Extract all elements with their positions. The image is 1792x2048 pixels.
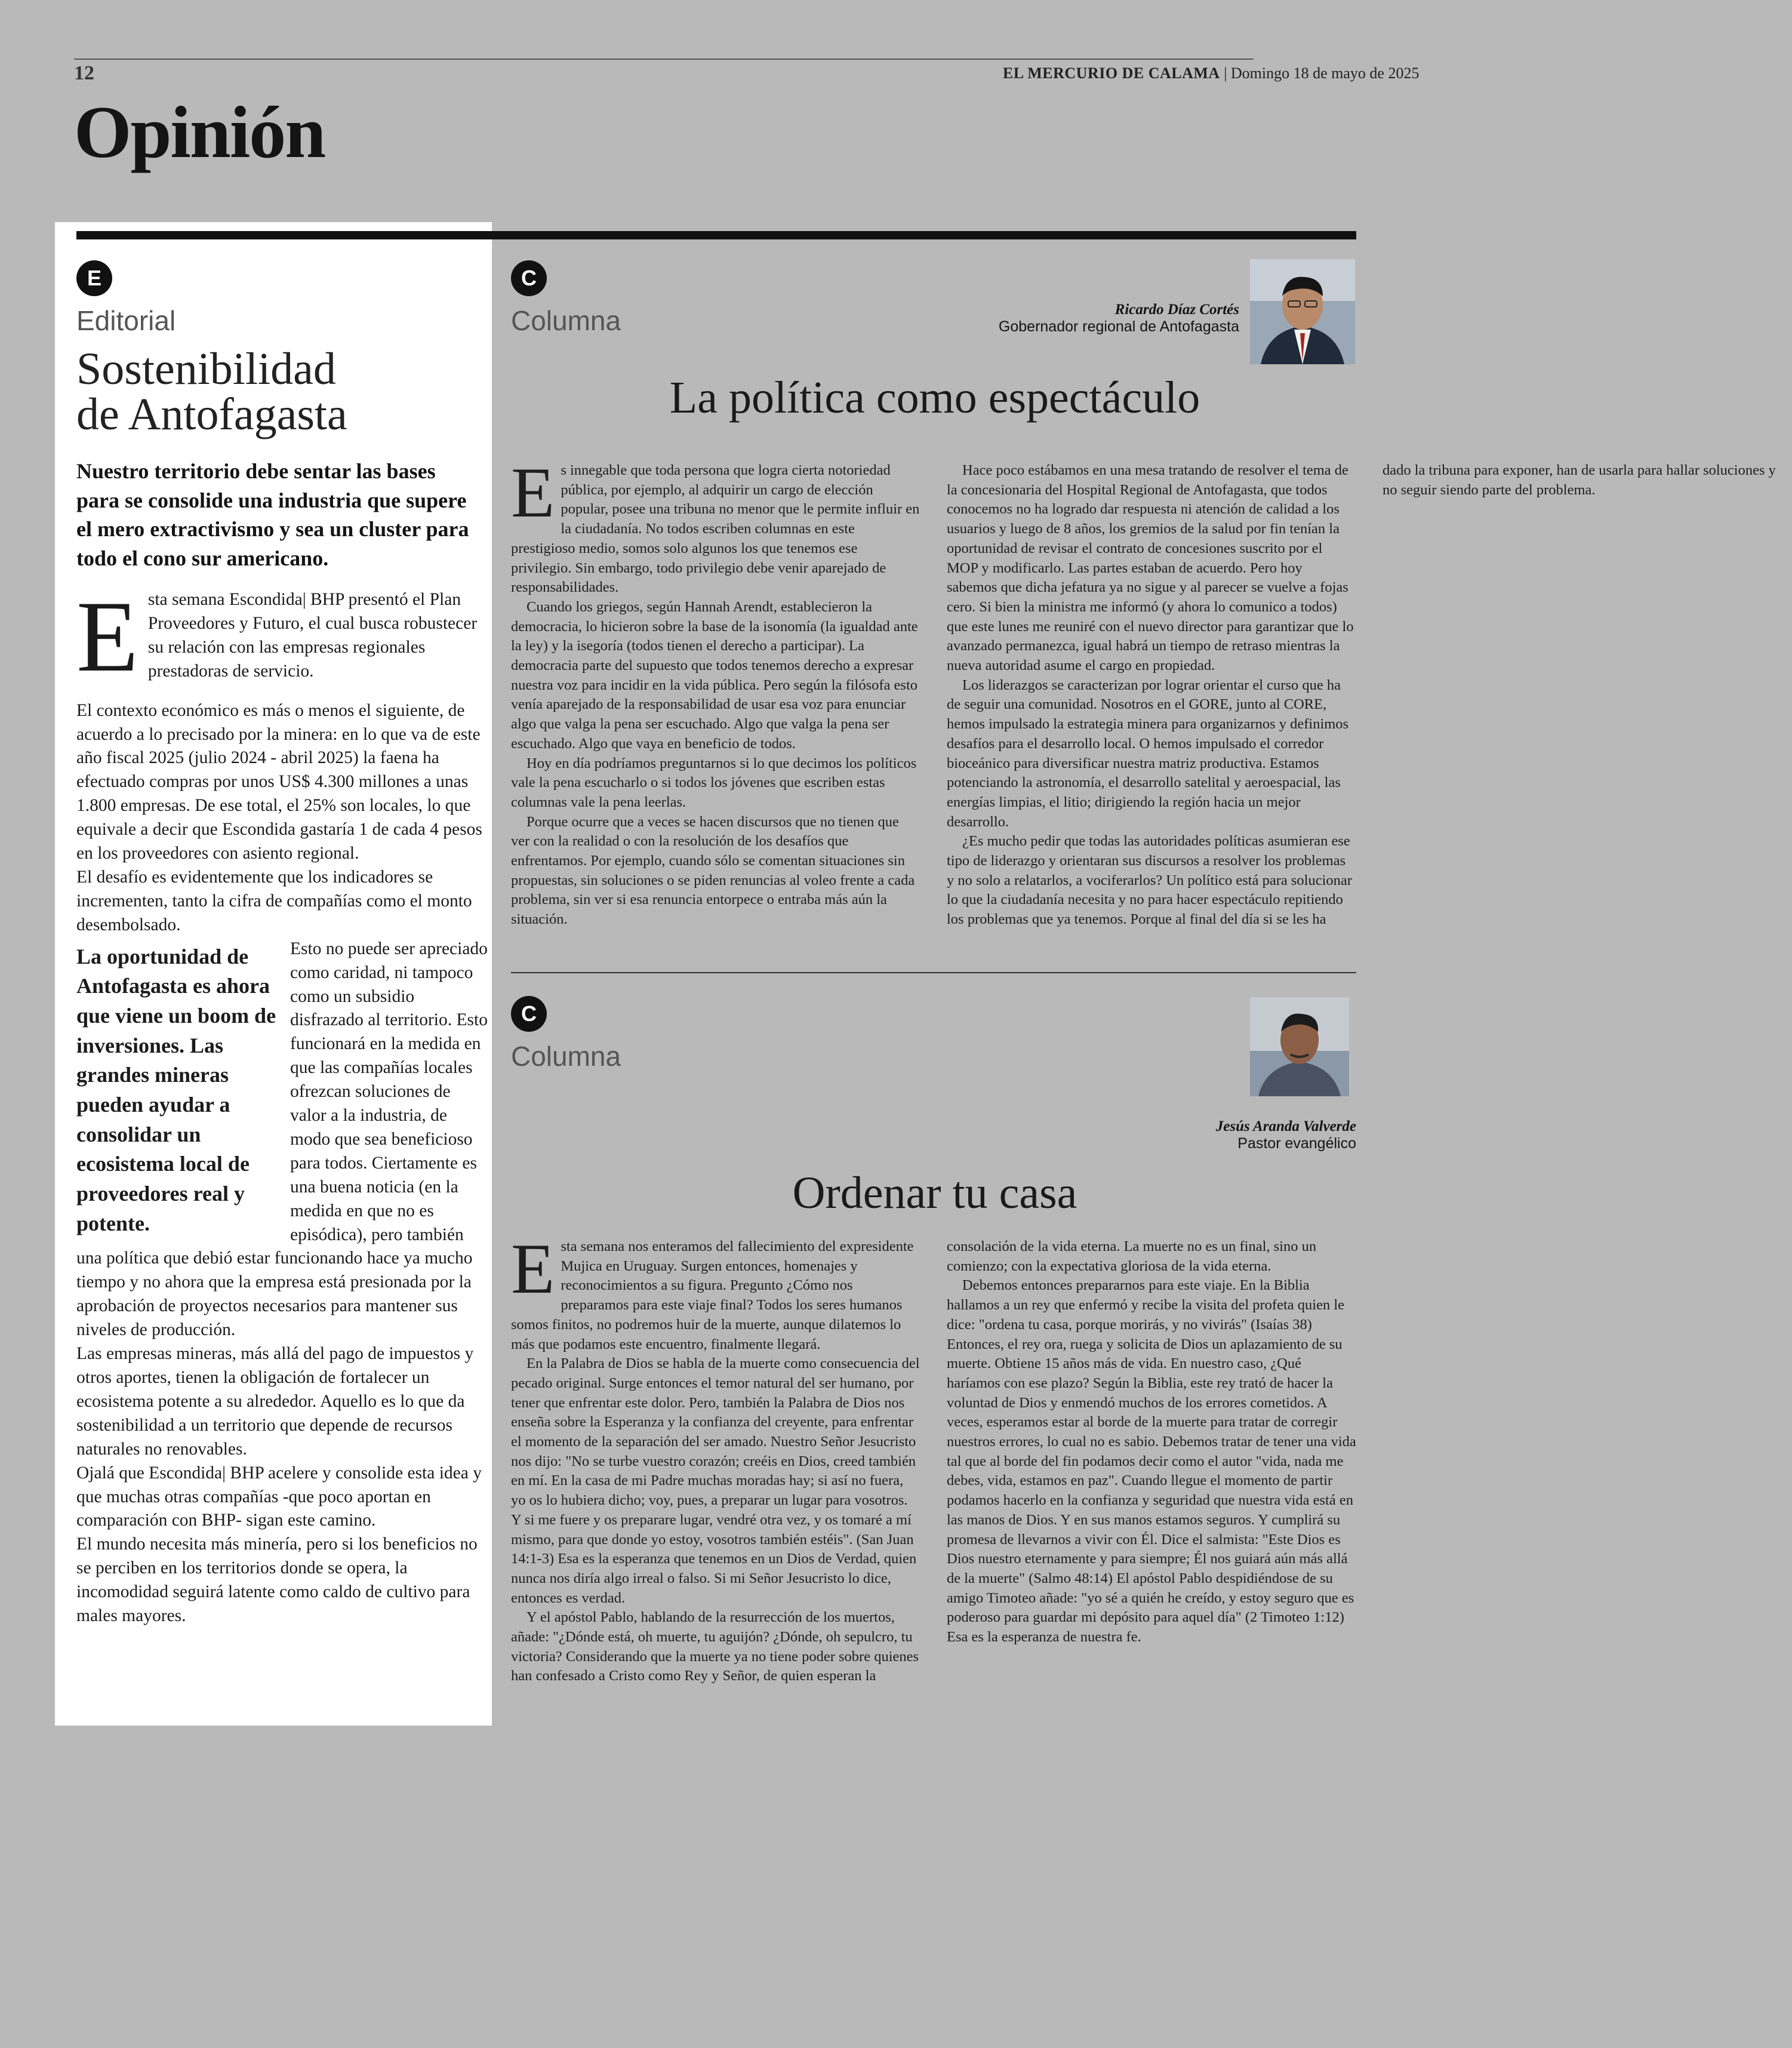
- column2-avatar: [1250, 997, 1349, 1096]
- column-divider: [511, 972, 1356, 973]
- column2-paragraph: Debemos entonces prepararnos para este viaje. En la Biblia hallamos a un rey que enfermó y recibe la visita del profeta quien le dice: "ordena tu casa, porque morirás, y no vivirás" (Isaías 38) Entonces, el rey ora, ruega y solicita de Dios un aplazamiento de su muerte. Obtiene 15 años más de vida. En nuestro caso, ¿Qué haríamos con ese plazo? Según la Biblia, este rey trató de hacer la voluntad de Dios y enmendó muchos de los errores cometidos. A veces, esperamos estar al borde de la muerte para tratar de corregir nuestros errores, lo cual no es sabio. Debemos tratar de tener una vida tal que al borde del fin podamos decir como el autor "vida, nada me debes, vida, estamos en paz". Cuando llegue el momento de partir podamos hacerlo en la confianza y seguridad que nuestra vida está en las manos de Dios. Y en sus manos estamos seguros. Y cumplirá su promesa de llevarnos a vivir con Él. Dice el salmista: "Este Dios es Dios nuestro eternamente y para siempre; Él nos guiará aún más allá de la muerte" (Salmo 48:14) El apóstol Pablo despidiéndose de su amigo Timoteo añade: "yo sé a quién he creído, y estoy seguro que es poderoso para guardar mi depósito para aquel día" (2 Timoteo 1:12) Esa es la esperanza de nuestra fe.: [947, 1277, 1356, 1646]
- column1-body: [511, 453, 1776, 958]
- column1-paragraph: ¿Es mucho pedir que todas las autoridades políticas asumieran ese tipo de liderazgo y orientaran sus discursos a resolver los problemas y no solo a relatarlos, a vociferarlos? Un político está para solucionar lo que la ciudadanía necesita y no para hacer espectáculo repitiendo los problemas que ya tenemos. Porque al final del día si se les ha dado la tribuna para exponer, han de usarla para hallar soluciones y no seguir siendo parte del problema.: [947, 462, 1776, 928]
- section-title: Opinión: [74, 91, 325, 173]
- masthead: EL MERCURIO DE CALAMA | Domingo 18 de mayo de 2025: [1003, 64, 1420, 82]
- column2-paragraph: En la Palabra de Dios se habla de la muerte como consecuencia del pecado original. Surge entonces el temor natural del ser humano, por tener que enfrentar este dolor. Pero, también la Palabra de Dios nos enseña sobre la Esperanza y la confianza del creyente, para enfrentar el momento de la separación del ser amado. Nuestro Señor Jesucristo nos dijo: "No se turbe vuestro corazón; creéis en Dios, creed también en mí. En la casa de mi Padre muchas moradas hay; si así no fuera, yo os lo hubiera dicho; voy, pues, a preparar un lugar para vosotros. Y si me fuere y os preparare lugar, vendré otra vez, y os tomaré a mí mismo, para que donde yo estoy, vosotros también estéis". (San Juan 14:1-3) Esa es la esperanza que tenemos en un Dios de Verdad, quien nunca nos diría algo irreal o falso. Si mi Señor Jesucristo lo dice, entonces es verdad.: [511, 1355, 920, 1606]
- column2-dropcap: E: [511, 1229, 555, 1308]
- editorial-paragraph: El desafío es evidentemente que los indicadores se incrementen, tanto la cifra de compañías como el monto desembolsado.: [76, 867, 472, 934]
- top-rule: [76, 231, 1356, 239]
- editorial-paragraph: sta semana Escondida| BHP presentó el Plan Proveedores y Futuro, el cual busca robustecer su relación con las empresas regionales prestadoras de servicio.: [147, 590, 478, 681]
- editorial-title: [76, 346, 482, 437]
- column1-paragraph: Porque ocurre que a veces se hacen discursos que no tienen que ver con la realidad o con la resolución de los desafíos que enfrentamos. Por ejemplo, cuando sólo se comentan situaciones sin propuestas, sin soluciones o se piden renuncias al voleo frente a cada problema, sin ver si esa renuncia entorpece o entraba más aún la situación.: [511, 813, 915, 928]
- editorial-pullquote: La oportunidad de Antofagasta es ahora que viene un boom de inversiones. Las grandes mineras pueden ayudar a consolidar un ecosistema local de proveedores real y potente.: [76, 944, 276, 1235]
- editorial-paragraph: El contexto económico es más o menos el siguiente, de acuerdo a lo precisado por la minera: en lo que va de este año fiscal 2025 (julio 2024 - abril 2025) la faena ha efectuado compras por unos US$ 4.300 millones a unas 1.800 empresas. De ese total, el 25% son locales, lo que equivale a decir que Escondida gastaría 1 de cada 4 pesos en los proveedores con asiento regional.: [76, 700, 482, 863]
- column1-title: La política como espectáculo: [669, 373, 1200, 423]
- column2-role: Pastor evangélico: [1237, 1135, 1356, 1152]
- editorial-body: [76, 580, 488, 1628]
- editorial-title-line2: de Antofagasta: [76, 389, 347, 439]
- editorial-paragraph: El mundo necesita más minería, pero si los beneficios no se perciben en los territorios donde se opera, la incomodidad seguirá latente como caldo de cultivo para males mayores.: [76, 1535, 478, 1626]
- editorial-lead: Nuestro territorio debe sentar las bases para se consolide una industria que supere el mero extractivismo y sea un cluster para todo el cono sur americano.: [76, 459, 469, 570]
- editorial-paragraph: Las empresas mineras, más allá del pago de impuestos y otros aportes, tienen la obligación de fortalecer un ecosistema potente a su alrededor. Aquello es lo que da sostenibilidad a un territorio que depende de recursos naturales no renovables.: [76, 1344, 474, 1459]
- header-rule: [74, 59, 1254, 60]
- editorial-title-line1: Sostenibilidad: [76, 344, 336, 394]
- column2-paragraph: sta semana nos enteramos del fallecimiento del expresidente Mujica en Uruguay. Surgen entonces, homenajes y reconocimientos a su figura. Pregunto ¿Cómo nos preparamos para este viaje final? Todos los seres humanos somos finitos, no podremos huir de la muerte, aunque dilatemos lo más que podamos este encuentro, finalmente llegará.: [511, 1238, 914, 1352]
- masthead-name: EL MERCURIO DE CALAMA: [1003, 64, 1220, 82]
- column2-byline: [931, 1118, 1356, 1152]
- column1-avatar: [1250, 259, 1355, 364]
- column1-byline: [931, 302, 1239, 336]
- column2-title: Ordenar tu casa: [792, 1168, 1077, 1218]
- editorial-kicker: Editorial: [76, 305, 176, 336]
- page-number: 12: [74, 62, 94, 84]
- column1-paragraph: Hace poco estábamos en una mesa tratando de resolver el tema de la concesionaria del Hospital Regional de Antofagasta, que todos conocemos no ha logrado dar respuesta ni atención de calidad a los usuarios y luego de 8 años, los gremios de la salud por fin tenían la oportunidad de revisar el contrato de concesiones suscrito por el MOP y modificarlo. Las partes estaban de acuerdo. Pero hoy sabemos que dicha jefatura ya no sigue y al parecer se vuelve a fojas cero. Si bien la ministra me informó (y ahora lo comunico a todos) que este lunes me reuniré con el nuevo director para garantizar que lo avanzado permanezca, igual habrá un tiempo de retraso mientras la nueva autoridad asume el cargo en propiedad.: [947, 462, 1354, 674]
- editorial-paragraph: Ojalá que Escondida| BHP acelere y consolide esta idea y que muchas otras compañías -que poco aportan en comparación con BHP- sigan este camino.: [76, 1463, 482, 1530]
- column2-paragraph: Y el apóstol Pablo, hablando de la resurrección de los muertos, añade: "¿Dónde está, oh muerte, tu aguijón? ¿Dónde, oh sepulcro, tu victoria? Considerando que la muerte ya no tiene poder sobre quienes han confesado a Cristo como Rey y Señor, de quien esperan la consolación de la vida eterna. La muerte no es un final, sino un comienzo; con la expectativa gloriosa de la vida eterna.: [511, 1238, 1317, 1684]
- column1-role: Gobernador regional de Antofagasta: [998, 318, 1239, 335]
- column1-paragraph: Hoy en día podríamos preguntarnos si lo que decimos los políticos vale la pena escucharlo o si todos los jóvenes que escriben estas columnas vale la pena leerlas.: [511, 755, 917, 810]
- editorial-paragraph: Esto no puede ser apreciado como caridad, ni tampoco como un subsidio disfrazado al territorio. Esto funcionará en la medida en que las compañías locales ofrezcan soluciones de valor a la industria, de modo que sea beneficioso para todos. Ciertamente es una buena noticia (en la medida en que no es episódica), pero también una política que debió estar funcionando hace ya mucho tiempo y no ahora que la empresa está presionada por la aprobación de proyectos necesarios para mantener sus niveles de producción.: [76, 939, 488, 1340]
- column2-author: Jesús Aranda Valverde: [1215, 1118, 1356, 1134]
- column1-paragraph: Los liderazgos se caracterizan por lograr orientar el curso que ha de seguir una comunidad. Nosotros en el GORE, junto al CORE, hemos impulsado la estrategia minera para organizarnos y definimos desafíos para el desarrollo local. O hemos impulsado el corredor bioceánico para diversificar nuestra matriz productiva. Estamos potenciando la astronomía, el desarrollo satelital y aeroespacial, las energías limpias, el litio; dirigiendo la región hacia un mejor desarrollo.: [947, 676, 1349, 830]
- column1-paragraph: s innegable que toda persona que logra cierta notoriedad pública, por ejemplo, al adquirir un cargo de elección popular, posee una tribuna no menor que le permite influir en la ciudadanía. No todos escriben columnas en este prestigioso medio, somos solo algunos los que tenemos ese privilegio. Sin embargo, todo privilegio debe venir aparejado de responsabilidades.: [511, 462, 920, 596]
- column2-kicker: Columna: [511, 1041, 621, 1072]
- column1-badge: C: [511, 260, 547, 296]
- column1-kicker: Columna: [511, 305, 621, 336]
- column1-author: Ricardo Díaz Cortés: [1114, 302, 1239, 318]
- editorial-dropcap: E: [76, 580, 138, 693]
- portrait-icon: [1250, 997, 1349, 1096]
- column2-body: [511, 1229, 1356, 1702]
- masthead-date: Domingo 18 de mayo de 2025: [1230, 64, 1420, 82]
- portrait-icon: [1250, 259, 1355, 364]
- column2-badge: C: [511, 996, 547, 1032]
- column1-paragraph: Cuando los griegos, según Hannah Arendt, establecieron la democracia, lo hicieron sobre la base de la isonomía (la igualdad ante la ley) y la isegoría (todos tienen el derecho a participar). La democracia parte del supuesto que todos tenemos derecho a expresar nuestra voz para incidir en la vida pública. Pero según la filósofa esto venía aparejado de la responsabilidad de usar esa voz para enunciar algo que valga la pena ser escuchado. Algo que valga la pena ser escuchado. Algo que vaya en beneficio de todos.: [511, 598, 918, 752]
- editorial-badge: E: [76, 260, 112, 296]
- column1-dropcap: E: [511, 453, 555, 532]
